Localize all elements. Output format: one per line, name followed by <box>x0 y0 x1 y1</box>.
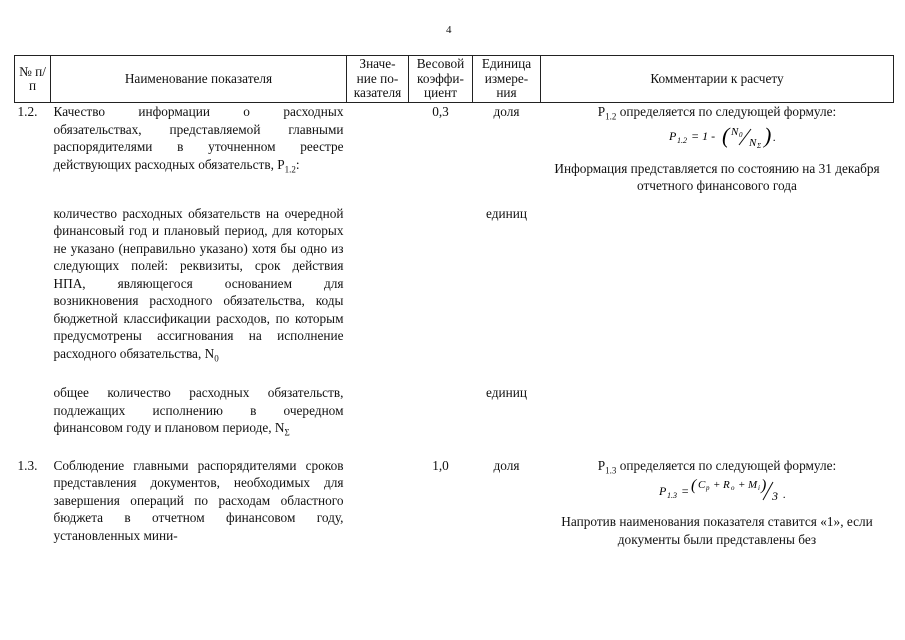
header-comment: Комментарии к расчету <box>541 56 894 103</box>
svg-text:1.3: 1.3 <box>667 491 677 500</box>
indicator-name: Качество информации о расходных обязательствах, представляемой главными распорядителями в уточненном реестре действующих расходных обязательств, $P_{1.2}$: <box>53 104 344 175</box>
table-row <box>15 205 894 363</box>
svg-text:= 1 -: = 1 - <box>691 128 716 143</box>
header-name: Наименование показателя <box>51 56 347 103</box>
unit-value: единиц <box>486 385 527 400</box>
weight-value: 0,3 <box>432 104 449 119</box>
svg-text:Σ: Σ <box>757 141 762 149</box>
weight-value: 1,0 <box>432 457 449 473</box>
svg-text:M: M <box>748 479 758 491</box>
unit-value: единиц <box>486 205 527 221</box>
unit-value: доля <box>493 104 520 119</box>
table-header-row <box>15 56 894 103</box>
table-row <box>15 457 894 549</box>
header-unit: Единица измере- ния <box>473 56 541 103</box>
svg-text:C: C <box>698 479 706 491</box>
svg-text:p: p <box>706 484 710 492</box>
svg-text:P: P <box>659 484 667 498</box>
page-number: 4 <box>446 24 452 36</box>
indicator-value <box>347 457 409 549</box>
header-num: № п/п <box>15 56 51 103</box>
svg-text:=: = <box>681 484 690 498</box>
calculation-comment <box>541 457 894 549</box>
svg-text:.: . <box>773 129 776 144</box>
svg-text:o: o <box>731 484 735 492</box>
indicator-subitem: общее количество расходных обязательств, подлежащих исполнению в очередном финансовом году и плановом периоде, $N_\Sigma$ <box>53 385 344 438</box>
formula-graphic <box>657 476 807 502</box>
indicators-table <box>14 55 894 548</box>
comment-intro: $P_{1.2}$ определяется по следующей формуле: <box>597 104 837 122</box>
svg-text:1.2: 1.2 <box>677 135 687 145</box>
svg-text:): ) <box>764 122 772 148</box>
svg-text:N: N <box>731 125 739 138</box>
unit-value: доля <box>493 457 520 473</box>
formula <box>574 476 891 507</box>
calculation-comment <box>541 103 894 195</box>
table-row <box>15 384 894 437</box>
comment-note: Напротив наименования показателя ставится «1», если документы были представлены без <box>561 514 873 547</box>
svg-text:R: R <box>723 479 730 491</box>
svg-text:+: + <box>738 479 746 491</box>
indicator-subitem: количество расходных обязательств на очередной финансовый год и плановый период, для которых не указано (неправильно указано) хотя бы одно из следующих полей: реквизиты, срок действия НПА, являющегося основанием для возникновения расходного обязательства, коды бюджетной классификации расходов, по которым предусмотрены ассигнования на исполнение расходного обязательства, $N_0$ <box>53 205 344 364</box>
svg-text:(: ( <box>722 122 730 148</box>
indicator-value <box>347 103 409 195</box>
comment-note: Информация представляется по состоянию на 31 декабря отчетного финансового года <box>554 160 880 193</box>
header-value: Значе- ние по- казателя <box>347 56 409 103</box>
svg-text:N: N <box>749 136 757 149</box>
svg-text:(: ( <box>691 477 697 494</box>
svg-text:+: + <box>713 479 721 491</box>
svg-text:0: 0 <box>739 130 743 139</box>
formula <box>574 123 891 154</box>
table-row <box>15 103 894 195</box>
formula-graphic <box>667 123 797 149</box>
svg-text:): ) <box>761 477 767 494</box>
indicator-name: Соблюдение главными распорядителями сроков представления документов, необходимых для завершения операций по расходам областного бюджета в отчетном финансовом году, установленных мини- <box>53 457 344 543</box>
comment-intro: $P_{1.3}$ определяется по следующей формуле: <box>597 457 837 476</box>
row-number: 1.2. <box>17 104 38 119</box>
svg-text:i: i <box>758 484 760 492</box>
header-weight: Весовой коэффи- циент <box>409 56 473 103</box>
svg-text:3: 3 <box>772 489 778 502</box>
row-number: 1.3. <box>17 457 38 473</box>
svg-text:.: . <box>783 487 786 501</box>
svg-text:P: P <box>669 128 677 143</box>
